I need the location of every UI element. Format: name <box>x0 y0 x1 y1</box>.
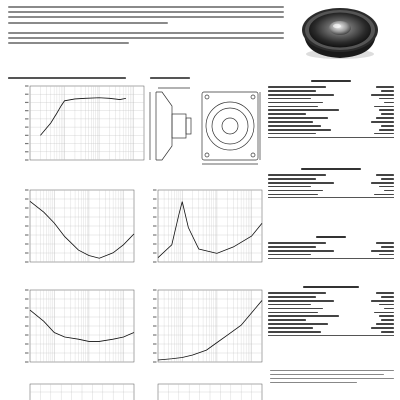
text-line <box>8 11 284 13</box>
y-tick-label <box>25 361 29 362</box>
y-tick-label <box>153 307 157 308</box>
y-tick-label <box>153 334 157 335</box>
distortion-chart-1 <box>22 284 138 370</box>
y-tick-label <box>153 325 157 326</box>
note-line <box>270 382 357 383</box>
text-line <box>8 32 284 34</box>
y-tick-label <box>25 189 29 190</box>
frequency-response-chart <box>22 82 146 168</box>
spec-row <box>268 132 394 136</box>
y-tick-label <box>25 135 29 136</box>
intro-paragraphs <box>8 6 284 47</box>
speaker-product-photo <box>290 2 394 62</box>
intro-paragraph-1 <box>8 6 284 24</box>
phase-chart <box>150 184 266 270</box>
spec-table-1 <box>268 78 394 139</box>
y-tick-label <box>25 143 29 144</box>
distortion-chart-2 <box>150 284 266 370</box>
spec-table-4 <box>268 284 394 337</box>
y-tick-label <box>153 361 157 362</box>
note-line <box>270 378 394 379</box>
y-tick-label <box>25 118 29 119</box>
y-tick-label <box>25 102 29 103</box>
dims-caption <box>150 76 190 79</box>
y-tick-label <box>153 216 157 217</box>
series-line <box>40 98 126 136</box>
y-tick-label <box>25 298 29 299</box>
y-tick-label <box>153 289 157 290</box>
y-tick-label <box>153 343 157 344</box>
text-line <box>8 42 129 44</box>
text-line <box>8 37 284 39</box>
freq-chart-caption <box>8 76 138 79</box>
intro-paragraph-2 <box>8 32 284 44</box>
y-tick-label <box>153 252 157 253</box>
impedance-chart <box>22 184 138 270</box>
bottom-chart-2 <box>150 380 266 400</box>
y-tick-label <box>153 298 157 299</box>
spec-row <box>268 192 394 196</box>
note-line <box>270 374 384 375</box>
y-tick-label <box>25 159 29 160</box>
spec-row <box>268 253 394 257</box>
series-line <box>158 202 262 258</box>
y-tick-label <box>153 234 157 235</box>
y-tick-label <box>25 225 29 226</box>
y-tick-label <box>25 207 29 208</box>
y-tick-label <box>25 325 29 326</box>
side-view-drawing <box>150 88 191 160</box>
y-tick-label <box>25 289 29 290</box>
y-tick-label <box>25 151 29 152</box>
y-tick-label <box>25 85 29 86</box>
y-tick-label <box>25 307 29 308</box>
y-tick-label <box>25 261 29 262</box>
series-line <box>158 300 262 360</box>
y-tick-label <box>25 110 29 111</box>
text-line <box>8 22 168 24</box>
y-tick-label <box>153 352 157 353</box>
series-line <box>30 201 134 258</box>
y-tick-label <box>153 207 157 208</box>
y-tick-label <box>25 234 29 235</box>
note-line <box>270 370 394 371</box>
text-line <box>8 6 284 8</box>
y-tick-label <box>25 343 29 344</box>
text-line <box>8 16 284 18</box>
dimension-drawings <box>148 84 262 166</box>
series-line <box>30 310 134 341</box>
y-tick-label <box>25 252 29 253</box>
spec-table-2 <box>268 166 394 200</box>
y-tick-label <box>153 261 157 262</box>
y-tick-label <box>25 334 29 335</box>
y-tick-label <box>25 316 29 317</box>
y-tick-label <box>153 225 157 226</box>
y-tick-label <box>25 216 29 217</box>
bottom-chart-1 <box>22 380 138 400</box>
y-tick-label <box>25 94 29 95</box>
spec-row <box>268 330 394 334</box>
spec-table-3 <box>268 234 394 260</box>
y-tick-label <box>25 352 29 353</box>
y-tick-label <box>25 127 29 128</box>
y-tick-label <box>25 243 29 244</box>
front-view-drawing <box>202 92 260 164</box>
y-tick-label <box>153 189 157 190</box>
y-tick-label <box>153 243 157 244</box>
footnotes <box>270 370 394 386</box>
y-tick-label <box>153 316 157 317</box>
plot-frame <box>30 86 144 160</box>
y-tick-label <box>25 198 29 199</box>
y-tick-label <box>153 198 157 199</box>
